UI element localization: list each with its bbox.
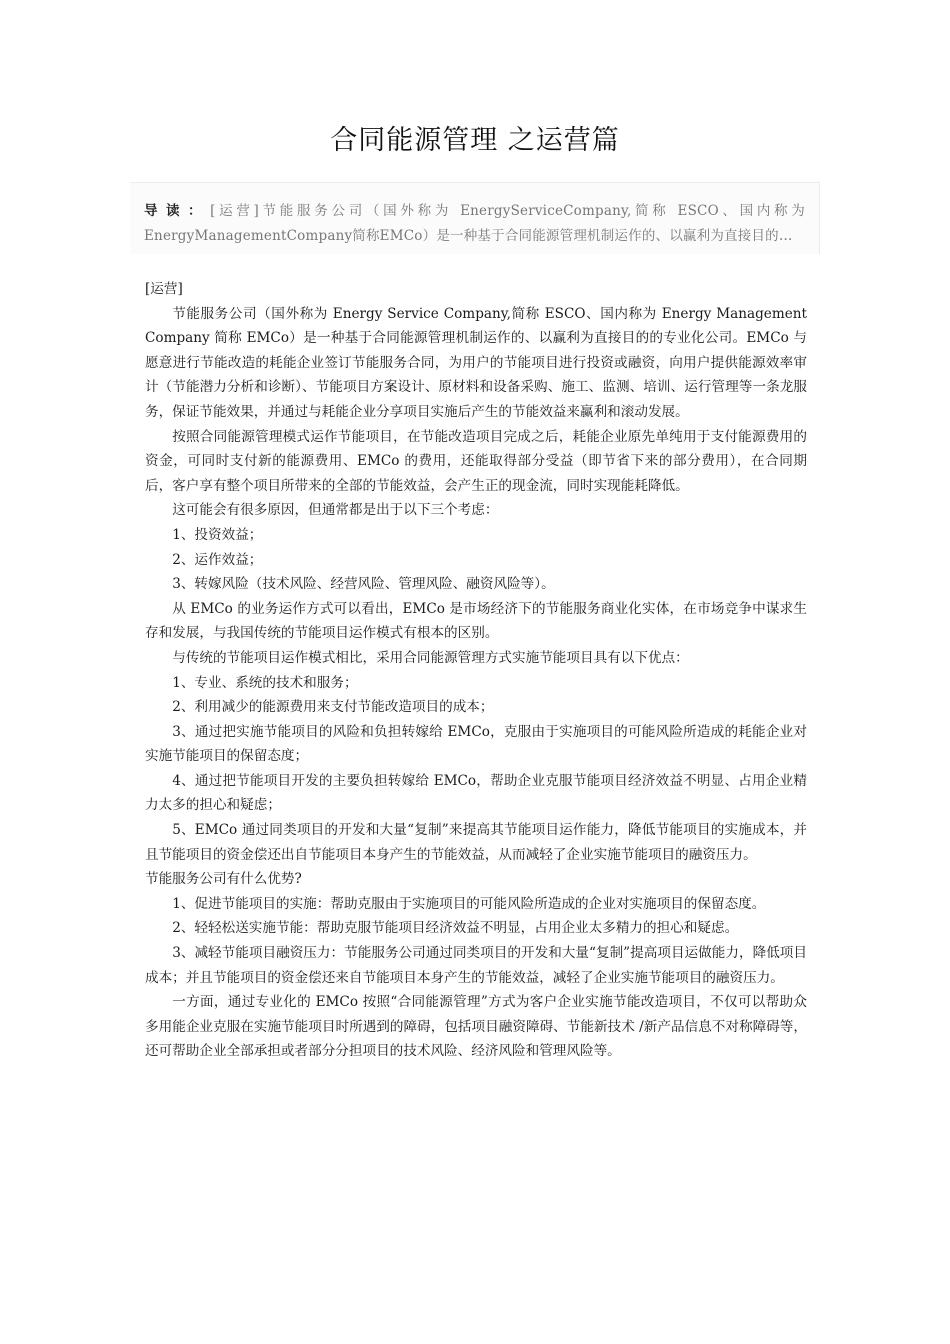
paragraph: 与传统的节能项目运作模式相比，采用合同能源管理方式实施节能项目具有以下优点： — [172, 649, 689, 666]
section-question: 节能服务公司有什么优势? — [145, 871, 302, 888]
list-item: 1、投资效益； — [172, 526, 263, 543]
list-item: 3、转嫁风险（技术风险、经营风险、管理风险、融资风险等）。 — [172, 576, 555, 593]
list-item: 3、通过把实施节能项目的风险和负担转嫁给 EMCo，克服由于实施项目的可能风险所造成的耗能企业对实施节能项目的保留态度； — [145, 723, 807, 765]
list-item: 2、运作效益； — [172, 551, 263, 568]
list-item: 1、专业、系统的技术和服务； — [172, 674, 358, 691]
paragraph: 一方面，通过专业化的 EMCo 按照“合同能源管理”方式为客户企业实施节能改造项目，不仅可以帮助众多用能企业克服在实施节能项目时所遇到的障碍，包括项目融资障碍、节能新技术 /新产品信息不对称障碍等，还可帮助企业全部承担或者部分分担项目的技术风险、经济风险和管理风险等。 — [145, 994, 807, 1060]
intro-box — [130, 182, 820, 254]
intro-text: [运营]节能服务公司（国外称为 EnergyServiceCompany,简称 ESCO、国内称为EnergyManagementCompany简称EMCo）是一种基于合同能源管理机制运作的、以赢利为直接目的… — [144, 203, 805, 244]
list-item: 2、利用减少的能源费用来支付节能改造项目的成本； — [172, 699, 494, 716]
list-item: 4、通过把节能项目开发的主要负担转嫁给 EMCo，帮助企业克服节能项目经济效益不明显、占用企业精力太多的担心和疑虑； — [145, 772, 807, 814]
list-item: 2、轻轻松送实施节能：帮助克服节能项目经济效益不明显，占用企业太多精力的担心和疑虑。 — [172, 920, 739, 937]
list-item: 1、促进节能项目的实施：帮助克服由于实施项目的可能风险所造成的企业对实施项目的保留态度。 — [172, 895, 766, 912]
paragraph: 节能服务公司（国外称为 Energy Service Company,简称 ESCO、国内称为 Energy Management Company 简称 EMCo）是一种基于合同能源管理机制运作的、以赢利为直接目的的专业化公司。EMCo 与愿意进行节能改造的耗能企业签订节能服务合同，为用户的节能项目进行投资或融资，向用户提供能源效率审计（节能潜力分析和诊断）、节能项目方案设计、原材料和设备采购、施工、监测、培训、运行管理等一条龙服务，保证节能效果，并通过与耗能企业分享项目实施后产生的节能效益来赢利和滚动发展。 — [145, 305, 807, 420]
page-title: 合同能源管理 之运营篇 — [330, 125, 620, 156]
paragraph: [运营] — [145, 281, 183, 297]
intro-label: 导读： — [144, 203, 211, 219]
paragraph: 按照合同能源管理模式运作节能项目，在节能改造项目完成之后，耗能企业原先单纯用于支付能源费用的资金，可同时支付新的能源费用、EMCo 的费用，还能取得部分受益（即节省下来的部分费用），在合同期后，客户享有整个项目所带来的全部的节能效益，会产生正的现金流，同时实现能耗降低。 — [145, 428, 807, 494]
list-item: 5、EMCo 通过同类项目的开发和大量“复制”来提高其节能项目运作能力，降低节能项目的实施成本，并且节能项目的资金偿还出自节能项目本身产生的节能效益，从而减轻了企业实施节能项目的融资压力。 — [145, 822, 807, 863]
paragraph: 这可能会有很多原因，但通常都是出于以下三个考虑： — [172, 502, 499, 519]
list-item: 3、减轻节能项目融资压力：节能服务公司通过同类项目的开发和大量“复制”提高项目运做能力，降低项目成本；并且节能项目的资金偿还来自节能项目本身产生的节能效益，减轻了企业实施节能项目的融资压力。 — [145, 945, 807, 986]
article-body — [145, 277, 807, 1064]
paragraph: 从 EMCo 的业务运作方式可以看出，EMCo 是市场经济下的节能服务商业化实体，在市场竞争中谋求生存和发展，与我国传统的节能项目运作模式有根本的区别。 — [145, 600, 807, 642]
